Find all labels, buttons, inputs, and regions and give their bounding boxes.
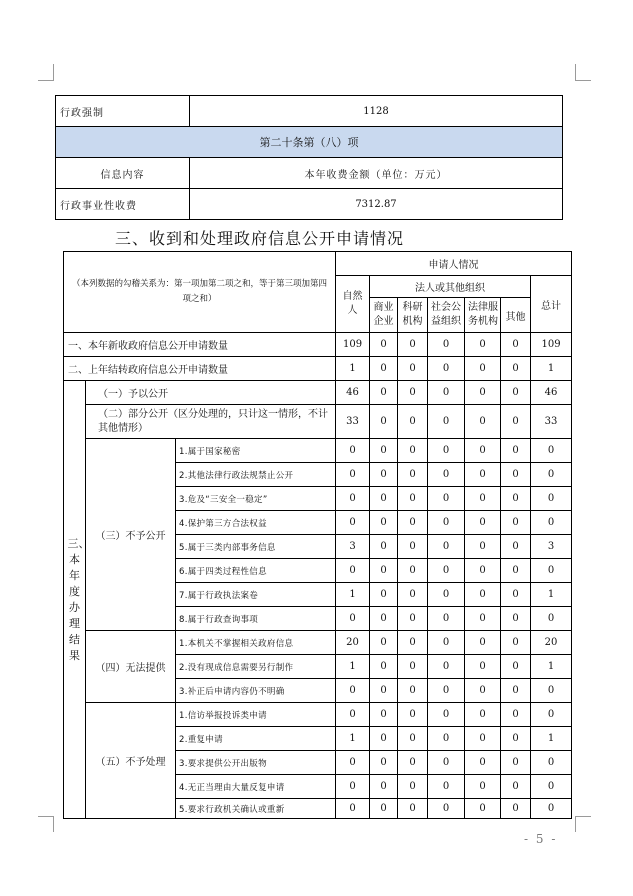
cell-value: 0 [465, 559, 501, 583]
cell-value: 0 [398, 703, 428, 727]
cell-value: 109 [336, 333, 370, 357]
cell-value: 0 [501, 463, 531, 487]
result-group-cell [64, 381, 90, 819]
cell-value: 0 [336, 487, 370, 511]
cell-value: 0 [428, 607, 465, 631]
row-label: 4.无正当理由大量反复申请 [176, 775, 336, 799]
row-value: 1128 [190, 96, 563, 127]
table-row [64, 439, 572, 463]
cell-value: 0 [398, 583, 428, 607]
cell-value: 0 [465, 535, 501, 559]
cell-value: 0 [428, 333, 465, 357]
cell-value: 0 [370, 607, 398, 631]
row-label: 行政事业性收费 [56, 189, 190, 220]
natural-person-header [336, 276, 370, 333]
total-header: 总计 [531, 276, 572, 333]
crop-mark-top-right-v [575, 64, 576, 80]
sub-header: 其他 [501, 298, 531, 333]
cell-value: 0 [428, 357, 465, 381]
cell-value: 0 [398, 607, 428, 631]
row-label: 8.属于行政查询事项 [176, 607, 336, 631]
table-row [64, 357, 572, 381]
cell-value: 0 [465, 439, 501, 463]
cell-value: 1 [336, 655, 370, 679]
table-row [64, 381, 572, 405]
cell-value: 0 [531, 775, 572, 799]
table-row [64, 333, 572, 357]
cell-value: 0 [428, 535, 465, 559]
cell-value: 0 [370, 583, 398, 607]
cell-value: 0 [501, 775, 531, 799]
cell-value: 0 [428, 751, 465, 775]
crop-mark-bottom-right-v [575, 816, 576, 832]
crop-mark-bottom-left-v [53, 816, 54, 832]
cell-value: 0 [428, 511, 465, 535]
cell-value: 0 [465, 583, 501, 607]
cell-value: 0 [398, 679, 428, 703]
cell-value: 0 [428, 559, 465, 583]
cell-value: 0 [398, 655, 428, 679]
cell-value: 0 [336, 607, 370, 631]
cell-value: 0 [370, 357, 398, 381]
cell-value: 0 [465, 405, 501, 439]
cell-value: 0 [465, 487, 501, 511]
cell-value: 0 [465, 679, 501, 703]
crop-mark-top-left-h [38, 80, 54, 81]
cell-value: 0 [501, 727, 531, 751]
cell-value: 1 [531, 583, 572, 607]
sub-header [398, 298, 428, 333]
cell-value: 0 [398, 535, 428, 559]
cell-value: 0 [501, 405, 531, 439]
cell-value: 0 [465, 381, 501, 405]
cell-value: 1 [531, 655, 572, 679]
not-handled-group: （五）不予处理 [86, 703, 176, 819]
sub-header [465, 298, 501, 333]
cell-value: 0 [465, 703, 501, 727]
table-row [64, 252, 572, 276]
cell-value: 0 [398, 463, 428, 487]
cell-value: 0 [398, 405, 428, 439]
cell-value: 0 [501, 583, 531, 607]
row-label: 2.其他法律行政法规禁止公开 [176, 463, 336, 487]
relation-note-cell [64, 252, 336, 333]
cell-value: 0 [398, 357, 428, 381]
row-label: 3.危及“三安全一稳定” [176, 487, 336, 511]
cell-value: 0 [336, 679, 370, 703]
row-label: 二、上年结转政府信息公开申请数量 [64, 357, 336, 381]
cell-value: 0 [501, 439, 531, 463]
cell-value: 0 [336, 511, 370, 535]
row-label: （二）部分公开（区分处理的，只计这一情形，不计其他情形） [98, 408, 328, 434]
crop-mark-top-right-h [575, 80, 591, 81]
row-label: （一）予以公开 [86, 381, 336, 405]
row-label: 6.属于四类过程性信息 [176, 559, 336, 583]
table-row [56, 127, 563, 158]
cell-value: 1 [336, 583, 370, 607]
cell-value: 46 [336, 381, 370, 405]
cell-value: 46 [531, 381, 572, 405]
cell-value: 0 [428, 799, 465, 819]
cell-value: 0 [428, 775, 465, 799]
cell-value: 0 [398, 559, 428, 583]
cell-value: 0 [465, 775, 501, 799]
cell-value: 0 [531, 463, 572, 487]
cell-value: 0 [370, 655, 398, 679]
cell-value: 0 [501, 535, 531, 559]
cell-value: 0 [336, 775, 370, 799]
cell-value: 33 [531, 405, 572, 439]
cell-value: 1 [336, 357, 370, 381]
cell-value: 0 [398, 487, 428, 511]
cell-value: 0 [370, 679, 398, 703]
row-label: 1.本机关不掌握相关政府信息 [176, 631, 336, 655]
cell-value: 0 [501, 357, 531, 381]
cell-value: 0 [428, 655, 465, 679]
cell-value: 0 [428, 487, 465, 511]
cell-value: 0 [501, 381, 531, 405]
cell-value: 0 [370, 463, 398, 487]
cell-value: 0 [370, 631, 398, 655]
table-row [56, 158, 563, 189]
cell-value: 0 [428, 727, 465, 751]
row-label: 一、本年新收政府信息公开申请数量 [64, 333, 336, 357]
cell-value: 0 [370, 751, 398, 775]
cell-value: 109 [531, 333, 572, 357]
cell-value: 0 [465, 607, 501, 631]
cell-value: 0 [428, 583, 465, 607]
cell-value: 0 [370, 799, 398, 819]
table-row [64, 405, 572, 439]
row-label: 3.补正后申请内容仍不明确 [176, 679, 336, 703]
cell-value: 0 [428, 679, 465, 703]
row-label: 7.属于行政执法案卷 [176, 583, 336, 607]
cell-value: 0 [531, 703, 572, 727]
row-label-cell [86, 405, 336, 439]
relation-note: （本列数据的勾稽关系为：第一项加第二项之和，等于第三项加第四项之和） [72, 279, 328, 304]
table-row [64, 703, 572, 727]
cell-value: 0 [398, 775, 428, 799]
table-row [56, 96, 563, 127]
cell-value: 0 [531, 679, 572, 703]
cell-value: 0 [370, 381, 398, 405]
cell-value: 0 [398, 727, 428, 751]
sub-header [428, 298, 465, 333]
cell-value: 0 [531, 487, 572, 511]
cell-value: 3 [336, 535, 370, 559]
cell-value: 0 [370, 487, 398, 511]
sub-header-label: 商业企业 [373, 302, 394, 327]
cell-value: 0 [501, 607, 531, 631]
cell-value: 1 [531, 357, 572, 381]
cell-value: 0 [428, 405, 465, 439]
cell-value: 0 [370, 535, 398, 559]
cell-value: 0 [465, 631, 501, 655]
sub-header-label: 科研机构 [402, 302, 423, 327]
cell-value: 0 [501, 679, 531, 703]
natural-person-label: 自然人 [342, 291, 363, 316]
cell-value: 0 [501, 511, 531, 535]
cell-value: 0 [465, 799, 501, 819]
applicant-header: 申请人情况 [336, 252, 572, 276]
page-number: - 5 - [524, 832, 558, 846]
cell-value: 0 [370, 703, 398, 727]
cell-value: 0 [370, 439, 398, 463]
cell-value: 0 [531, 607, 572, 631]
legal-group-header: 法人或其他组织 [370, 276, 531, 298]
cell-value: 1 [531, 727, 572, 751]
cell-value: 0 [398, 631, 428, 655]
cell-value: 0 [336, 799, 370, 819]
cell-value: 0 [428, 631, 465, 655]
cell-value: 0 [465, 655, 501, 679]
cell-value: 0 [370, 775, 398, 799]
table-row [56, 189, 563, 220]
cell-value: 0 [531, 799, 572, 819]
column-header: 信息内容 [56, 158, 190, 189]
crop-mark-top-left-v [53, 64, 54, 80]
cell-value: 0 [501, 333, 531, 357]
row-label: 5.属于三类内部事务信息 [176, 535, 336, 559]
cell-value: 0 [501, 751, 531, 775]
row-label: 1.信访举报投诉类申请 [176, 703, 336, 727]
not-open-group: （三）不予公开 [86, 439, 176, 631]
row-label: 3.要求提供公开出版物 [176, 751, 336, 775]
cell-value: 0 [398, 511, 428, 535]
cell-value: 0 [398, 381, 428, 405]
cell-value: 0 [398, 333, 428, 357]
cell-value: 0 [501, 559, 531, 583]
cell-value: 0 [398, 751, 428, 775]
cell-value: 0 [336, 463, 370, 487]
cell-value: 0 [336, 751, 370, 775]
cell-value: 20 [531, 631, 572, 655]
cell-value: 3 [531, 535, 572, 559]
cell-value: 0 [370, 727, 398, 751]
cell-value: 0 [465, 727, 501, 751]
section-title: 三、收到和处理政府信息公开申请情况 [115, 229, 405, 248]
sub-header-label: 法律服务机构 [468, 302, 499, 327]
cell-value: 0 [336, 439, 370, 463]
cell-value: 0 [465, 333, 501, 357]
cell-value: 0 [465, 751, 501, 775]
cell-value: 0 [531, 439, 572, 463]
application-table [63, 251, 572, 819]
fee-table [55, 95, 563, 220]
row-label: 5.要求行政机关确认或重新 [176, 799, 336, 819]
cell-value: 0 [370, 333, 398, 357]
row-label: 2.没有现成信息需要另行制作 [176, 655, 336, 679]
result-group-label: 三、本年度办理结果 [67, 536, 90, 662]
cell-value: 0 [370, 405, 398, 439]
cell-value: 0 [428, 381, 465, 405]
cell-value: 0 [501, 631, 531, 655]
cell-value: 0 [531, 511, 572, 535]
crop-mark-bottom-left-h [38, 816, 54, 817]
cell-value: 0 [531, 559, 572, 583]
column-header: 本年收费金额（单位：万元） [190, 158, 563, 189]
row-value: 7312.87 [190, 189, 563, 220]
cell-value: 0 [465, 463, 501, 487]
cell-value: 0 [336, 703, 370, 727]
cell-value: 0 [428, 463, 465, 487]
cell-value: 0 [501, 487, 531, 511]
cell-value: 20 [336, 631, 370, 655]
cell-value: 0 [428, 439, 465, 463]
sub-header-label: 社会公益组织 [431, 302, 462, 327]
cell-value: 0 [531, 751, 572, 775]
row-label: 2.重复申请 [176, 727, 336, 751]
row-label: 4.保护第三方合法权益 [176, 511, 336, 535]
cell-value: 0 [501, 799, 531, 819]
article-header: 第二十条第（八）项 [56, 127, 563, 158]
cell-value: 0 [501, 655, 531, 679]
cell-value: 0 [465, 357, 501, 381]
crop-mark-bottom-right-h [575, 816, 591, 817]
cell-value: 0 [398, 799, 428, 819]
cell-value: 0 [398, 439, 428, 463]
cell-value: 0 [370, 511, 398, 535]
cell-value: 0 [336, 559, 370, 583]
cell-value: 1 [336, 727, 370, 751]
row-label: 行政强制 [56, 96, 190, 127]
cell-value: 0 [465, 511, 501, 535]
cell-value: 0 [370, 559, 398, 583]
cell-value: 0 [428, 703, 465, 727]
row-label: 1.属于国家秘密 [176, 439, 336, 463]
cell-value: 0 [501, 703, 531, 727]
cell-value: 33 [336, 405, 370, 439]
table-row [64, 631, 572, 655]
sub-header [370, 298, 398, 333]
unable-group: （四）无法提供 [86, 631, 176, 703]
